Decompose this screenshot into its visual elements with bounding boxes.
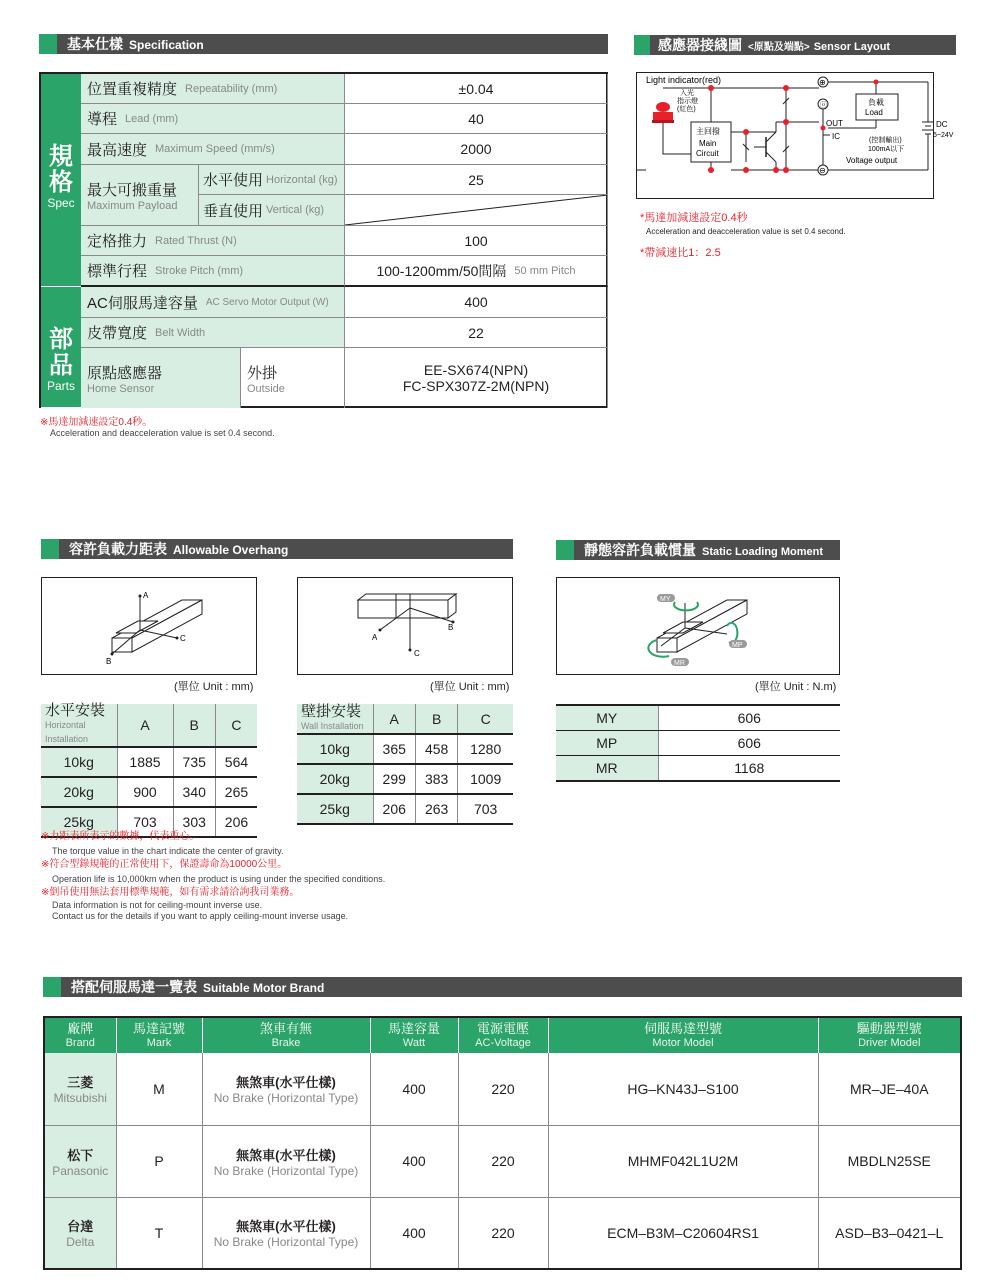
overhang-horizontal-table: 水平安裝 Horizontal Installation A B C 10kg 1885 735 564 20kg 900 340 265 25kg 703 303 206 (41, 704, 257, 838)
spec-value-max-speed: 2000 (345, 134, 608, 165)
svg-text:C: C (180, 634, 186, 643)
svg-text:Circuit: Circuit (696, 149, 719, 158)
sensor-note-1-en: Acceleration and deacceleration value is set 0.4 second. (646, 227, 846, 236)
static-moment-header: 靜態容許負載慣量 Static Loading Moment (556, 540, 840, 560)
overhang-notes: ※力距表所表示的數據，代表重心。 The torque value in the chart indicate the center of gravity. ※符合型錄規範的正常使用下，保證壽命為10000公里。 Operation life is 10,000km when the product is using under the specified conditions. ※倒吊使用無法套用標準規範，如有需求請洽詢我司業務。 Data information is not for ceiling-mount inverse use. Contact us for the details if you want to apply ceiling-mount inverse usage. (41, 831, 386, 921)
svg-text:Voltage output: Voltage output (846, 156, 898, 165)
spec-value-repeatability: ±0.04 (345, 74, 608, 104)
static-moment-unit: (單位 Unit : N.m) (755, 681, 837, 693)
spec-value-payload-horizontal: 25 (345, 165, 608, 195)
svg-text:DC: DC (936, 120, 948, 129)
sensor-wiring-diagram (636, 72, 960, 200)
svg-text:(紅色): (紅色) (677, 106, 696, 113)
svg-text:IC: IC (832, 132, 840, 141)
spec-note-zh: ※馬達加減速設定0.4秒。 (40, 417, 153, 428)
spec-value-motor: 400 (345, 287, 608, 318)
spec-value-sensor: EE-SX674(NPN) FC-SPX307Z-2M(NPN) (345, 348, 608, 408)
svg-text:MP: MP (732, 642, 743, 649)
spec-label-thrust: 定格推力 Rated Thrust (N) (81, 226, 345, 256)
overhang-horizontal-figure (41, 577, 257, 675)
spec-label-sensor: 原點感應器 Home Sensor (81, 348, 241, 408)
spec-label-payload: 最大可搬重量 Maximum Payload (81, 165, 199, 226)
svg-text:⊕: ⊕ (819, 78, 826, 87)
motor-brand-header: 搭配伺服馬達一覽表 Suitable Motor Brand (43, 977, 962, 997)
svg-text:(控制輸出): (控制輸出) (869, 137, 902, 144)
overhang-wall-figure (297, 577, 513, 675)
svg-text:5~24V: 5~24V (933, 132, 954, 139)
spec-value-payload-vertical (345, 195, 608, 226)
svg-text:A: A (143, 591, 149, 600)
svg-text:B: B (106, 657, 112, 666)
svg-text:Load: Load (865, 108, 883, 117)
spec-label-repeatability: 位置重複精度 Repeatability (mm) (81, 74, 345, 104)
spec-label-sensor-sub: 外掛 Outside (241, 348, 345, 408)
static-moment-figure (556, 577, 840, 675)
svg-text:ⓞ: ⓞ (820, 102, 827, 109)
svg-text:入光: 入光 (680, 90, 694, 97)
spec-label-stroke: 標準行程 Stroke Pitch (mm) (81, 256, 345, 287)
svg-text:主回撥: 主回撥 (696, 127, 720, 136)
sensor-note-2: *帶減速比1：2.5 (640, 247, 721, 259)
spec-label-lead: 導程 Lead (mm) (81, 104, 345, 134)
overhang-wall-table: 壁掛安裝 Wall Installation A B C 10kg 365 458 1280 20kg 299 383 1009 25kg 206 263 703 (297, 704, 513, 825)
static-moment-table: MY 606 MP 606 MR 1168 (556, 704, 840, 782)
svg-text:B: B (448, 623, 454, 632)
spec-header: 基本仕樣 Specification (39, 34, 608, 54)
svg-text:⊖: ⊖ (819, 166, 826, 175)
svg-text:C: C (414, 649, 420, 658)
overhang-wall-unit: (單位 Unit : mm) (430, 681, 510, 693)
svg-text:OUT: OUT (826, 119, 843, 128)
spec-table (39, 72, 608, 408)
svg-text:Light indicator(red): Light indicator(red) (646, 75, 722, 85)
svg-text:100mA以下: 100mA以下 (868, 146, 905, 153)
motor-brand-table: 廠牌 Brand 馬達記號 Mark 煞車有無 Brake 馬達容量 Watt 電源電壓 AC-Voltage 伺服馬達型號 Motor Model 驅動器型號 Driver Model 三菱 Mitsubishi M 無煞車(水平仕樣) No Brake (Horizontal Type) 400 220 HG–KN43J–S100 MR–JE–40A 松下 Panasonic P 無煞車(水平仕樣) No Brake (Horizontal Type) 400 220 MHMF042L1U2M MBDLN25SE 台達 Delta T 無煞車(水平仕樣) No Brake (Horizontal Type) 400 220 ECM–B3M–C20604RS1 ASD–B3–0421–L (43, 1016, 962, 1270)
spec-label-belt: 皮帶寬度 Belt Width (81, 318, 345, 348)
diagonal-slash (345, 195, 608, 226)
svg-text:MR: MR (674, 660, 685, 667)
spec-label-payload-vertical: 垂直使用 Vertical (kg) (199, 195, 345, 226)
table-row: 台達 Delta T 無煞車(水平仕樣) No Brake (Horizontal Type) 400 220 ECM–B3M–C20604RS1 ASD–B3–0421–L (44, 1197, 961, 1269)
group-parts: 部 品 Parts (41, 287, 81, 408)
group-spec: 規 格 Spec (41, 74, 81, 287)
spec-value-lead: 40 (345, 104, 608, 134)
svg-text:負載: 負載 (868, 98, 884, 107)
spec-label-motor: AC伺服馬達容量 AC Servo Motor Output (W) (81, 287, 345, 318)
table-row: 松下 Panasonic P 無煞車(水平仕樣) No Brake (Horizontal Type) 400 220 MHMF042L1U2M MBDLN25SE (44, 1125, 961, 1197)
spec-value-stroke: 100-1200mm/50間隔 50 mm Pitch (345, 256, 608, 287)
spec-label-payload-horizontal: 水平使用 Horizontal (kg) (199, 165, 345, 195)
overhang-header: 容許負載力距表 Allowable Overhang (41, 539, 513, 559)
spec-value-thrust: 100 (345, 226, 608, 256)
svg-text:A: A (372, 633, 378, 642)
svg-text:MY: MY (660, 596, 671, 603)
sensor-note-1: *馬達加減速設定0.4秒 (640, 212, 748, 224)
svg-text:指示燈: 指示燈 (677, 98, 698, 105)
spec-label-max-speed: 最高速度 Maximum Speed (mm/s) (81, 134, 345, 165)
overhang-horizontal-unit: (單位 Unit : mm) (174, 681, 254, 693)
spec-value-belt: 22 (345, 318, 608, 348)
sensor-layout-header: 感應器接綫圖 <原點及端點> Sensor Layout (634, 35, 956, 55)
table-row: 三菱 Mitsubishi M 無煞車(水平仕樣) No Brake (Horizontal Type) 400 220 HG–KN43J–S100 MR–JE–40A (44, 1053, 961, 1125)
svg-text:Main: Main (699, 139, 717, 148)
spec-note-en: Acceleration and deacceleration value is set 0.4 second. (50, 428, 275, 438)
